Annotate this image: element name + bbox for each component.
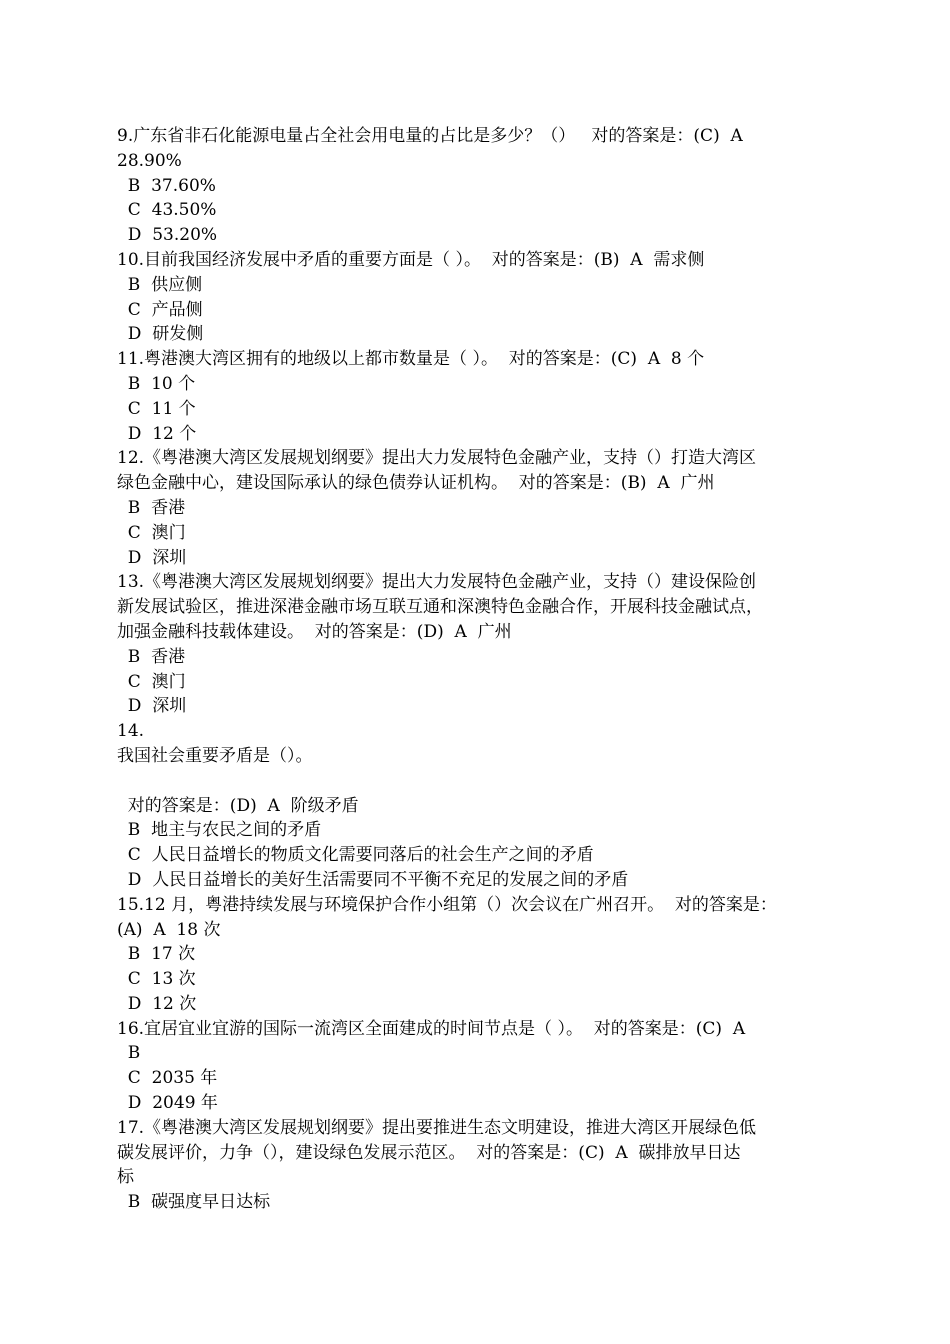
text-line: B 香港: [117, 497, 186, 518]
text-line: D 2049 年: [117, 1093, 218, 1114]
text-line: 12.《粤港澳大湾区发展规划纲要》提出大力发展特色金融产业，支持（）打造大湾区: [117, 448, 757, 469]
text-line: C 产品侧: [117, 299, 203, 320]
text-line: C 13 次: [117, 969, 196, 990]
text-line: 对的答案是：(D) A 阶级矛盾: [117, 795, 359, 816]
text-line: 绿色金融中心，建设国际承认的绿色债券认证机构。 对的答案是：(B) A 广州: [117, 473, 715, 494]
text-line: C 澳门: [117, 671, 186, 692]
text-line: 10.目前我国经济发展中矛盾的重要方面是（ ）。 对的答案是：(B) A 需求侧: [117, 249, 705, 270]
text-line: 新发展试验区，推进深港金融市场互联互通和深澳特色金融合作，开展科技金融试点，: [117, 597, 763, 618]
text-line: C 11 个: [117, 398, 196, 419]
text-line: B 地主与农民之间的矛盾: [117, 820, 322, 841]
text-line: C 43.50%: [117, 200, 217, 221]
text-line: D 人民日益增长的美好生活需要同不平衡不充足的发展之间的矛盾: [117, 869, 629, 890]
text-line: B 17 次: [117, 944, 196, 965]
text-line: C 人民日益增长的物质文化需要同落后的社会生产之间的矛盾: [117, 845, 594, 866]
text-line: B 10 个: [117, 373, 196, 394]
text-line: 17.《粤港澳大湾区发展规划纲要》提出要推进生态文明建设，推进大湾区开展绿色低: [117, 1117, 757, 1138]
text-line: (A) A 18 次: [117, 919, 221, 940]
text-line: 15.12 月，粤港持续发展与环境保护合作小组第（）次会议在广州召开。 对的答案是：: [117, 894, 777, 915]
text-line: B 供应侧: [117, 274, 203, 295]
text-line: D 研发侧: [117, 324, 204, 345]
document-body: [117, 124, 837, 1215]
text-line: 我国社会重要矛盾是（）。: [117, 745, 313, 766]
text-line: B: [117, 1043, 141, 1064]
text-line: 标: [117, 1167, 134, 1188]
text-line: 加强金融科技载体建设。 对的答案是：(D) A 广州: [117, 621, 512, 642]
text-line: D 12 个: [117, 423, 197, 444]
text-line: B 香港: [117, 646, 186, 667]
text-line: C 澳门: [117, 522, 186, 543]
text-line: 13.《粤港澳大湾区发展规划纲要》提出大力发展特色金融产业，支持（）建设保险创: [117, 572, 757, 593]
text-line: 11.粤港澳大湾区拥有的地级以上都市数量是（ ）。 对的答案是：(C) A 8 个: [117, 349, 705, 370]
text-line: 碳发展评价，力争（），建设绿色发展示范区。 对的答案是：(C) A 碳排放早日达: [117, 1142, 741, 1163]
text-line: D 深圳: [117, 696, 187, 717]
text-line: D 12 次: [117, 993, 197, 1014]
text-line: 14.: [117, 721, 145, 742]
text-line: 9.广东省非石化能源电量占全社会用电量的占比是多少？（） 对的答案是：(C) A: [117, 126, 743, 146]
text-line: C 2035 年: [117, 1068, 218, 1089]
text-line: D 53.20%: [117, 225, 218, 246]
text-line: 16.宜居宜业宜游的国际一流湾区全面建成的时间节点是（ ）。 对的答案是：(C) A: [117, 1018, 746, 1039]
text-line: B 37.60%: [117, 175, 216, 196]
text-line: D 深圳: [117, 547, 187, 568]
text-line: 28.90%: [117, 150, 182, 171]
text-line: B 碳强度早日达标: [117, 1192, 271, 1213]
blank-line: [117, 769, 837, 794]
